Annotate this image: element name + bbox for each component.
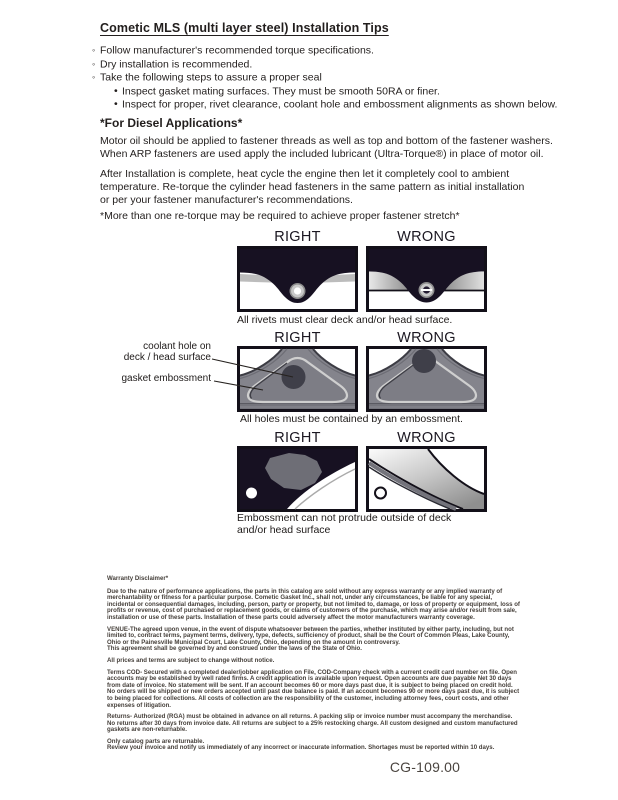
list-item xyxy=(92,44,557,58)
agreement-line: This agreement shall be governed by and construed under the laws of the State of Ohio. xyxy=(107,645,362,653)
diagram-embossment-wrong-image xyxy=(366,446,487,512)
list-item-text: Dry installation is recommended. xyxy=(100,58,253,70)
diagram2-right-label: RIGHT xyxy=(274,330,321,346)
diagram-holes-wrong-image xyxy=(366,346,487,412)
holes-caption: All holes must be contained by an embossment. xyxy=(240,413,463,425)
gasket-embossment-callout: gasket embossment xyxy=(121,373,211,384)
coolant-hole-shape xyxy=(282,365,306,389)
diagram3-wrong-label: WRONG xyxy=(397,430,456,446)
bullet-icon: • xyxy=(114,84,118,97)
list-item-text: Take the following steps to assure a proper seal xyxy=(100,71,322,84)
diagram-embossment-right-image xyxy=(237,446,358,512)
installation-tips-list xyxy=(92,44,557,112)
bullet-icon: • xyxy=(114,98,118,110)
page-title: Cometic MLS (multi layer steel) Installation Tips xyxy=(100,21,389,35)
diagram1-right-label: RIGHT xyxy=(274,229,321,245)
warranty-disclaimer-title: Warranty Disclaimer* xyxy=(107,575,169,582)
caption-line: and/or head surface xyxy=(237,523,331,536)
diesel-paragraph-1 xyxy=(100,135,553,161)
page-number: CG-109.00 xyxy=(389,759,461,775)
diagram3-right-label: RIGHT xyxy=(274,430,321,446)
diesel-section-heading: *For Diesel Applications* xyxy=(100,116,243,130)
list-item-text: Follow manufacturer's recommended torque specifications. xyxy=(100,44,374,57)
diagram1-wrong-label: WRONG xyxy=(397,229,456,245)
list-item xyxy=(92,58,557,72)
bolt-hole-shape xyxy=(375,488,386,499)
returns-paragraph: Returns- Authorized (RGA) must be obtained in advance on all returns. A packing slip or invoice number must accompany the merchandise. No returns after 30 days from invoice date. All returns are subject to a 25% restocking charge. All custom designed and custom manufactured gaskets are non-returnable. xyxy=(107,713,518,734)
rivet-caption: All rivets must clear deck and/or head surface. xyxy=(237,314,453,326)
diesel-paragraph-2 xyxy=(100,168,524,207)
list-item xyxy=(92,98,557,112)
diagram-rivet-wrong-image xyxy=(366,246,487,312)
callout-line: coolant hole on xyxy=(143,341,211,352)
review-invoice-line: Review your invoice and notify us immediately of any incorrect or inaccurate information. Shortages must be reported within 10 days. xyxy=(107,744,495,752)
only-catalog-line: Only catalog parts are returnable. xyxy=(107,737,205,745)
list-item xyxy=(92,71,557,85)
callout-line: deck / head surface xyxy=(123,351,211,363)
fine-print-section xyxy=(107,576,521,752)
paragraph-line: After Installation is complete, heat cycle the engine then let it completely cool to ambient xyxy=(100,168,510,180)
embossment-caption xyxy=(237,513,497,536)
bullet-icon: ◦ xyxy=(92,58,96,69)
coolant-hole-shape xyxy=(412,349,436,373)
list-item-text: Inspect for proper, rivet clearance, coolant hole and embossment alignments as shown below. xyxy=(122,98,558,111)
retorque-note: *More than one re-torque may be required to achieve proper fastener stretch* xyxy=(100,210,460,222)
diagram-rivet-right-image xyxy=(237,246,358,312)
coolant-hole-callout xyxy=(80,342,211,363)
venue-paragraph: VENUE-The agreed upon venue, in the event of dispute whatsoever between the parties, whether instituted by either party, including, but not limited to, contract terms, payment terms, delivery, type, defects, sufficiency of product, shall be the Court of Common Pleas, Lake County, Ohio or the Painesville Municipal Court, Lake County, Ohio, depending on the amount in controversy. xyxy=(107,625,514,646)
paragraph-line: Motor oil should be applied to fastener threads as well as top and bottom of the fastener washers. xyxy=(100,135,553,147)
list-item xyxy=(92,85,557,99)
list-item-text: Inspect gasket mating surfaces. They must be smooth 50RA or finer. xyxy=(122,85,440,97)
terms-cod-paragraph: Terms COD- Secured with a completed dealer/jobber application on File, COD-Company check with a current credit card number on file. Open accounts may be established by well rated firms. A credit application is available upon request. Open accounts are due payable Net 30 days from date of invoice. No statement will be sent. If an account becomes 60 or more days past due, it is subject to being placed on credit hold. No orders will be shipped or new orders accepted until past due balance is paid. If an account becomes 90 or more days past due, it is subject to being placed for collections. All costs of collection are the responsibility of the customer, including attorney fees, court costs, and other expenses of litigation. xyxy=(107,668,520,709)
paragraph-line: or per your fastener manufacturer's recommendations. xyxy=(100,194,353,206)
bullet-icon: ◦ xyxy=(92,72,96,82)
warranty-body-paragraph: Due to the nature of performance applications, the parts in this catalog are sold without any express warranty or any implied warranty of merchantability or fitness for a particular purpose. Cometic Gasket Inc., shall not, under any circumstances, be liable for any special, incidental or consequential damages, including, person, party or property, but not limited to, damage, or loss of property or equipment, loss of profits or revenue, cost of purchased or replacement goods, or claims of customers of the purchase, which may arise and/or result from sale, installation or use of these parts. Installation of these parts could adversely affect the motor manufacturers warranty coverage. xyxy=(107,587,520,621)
prices-line: All prices and terms are subject to change without notice. xyxy=(107,656,275,664)
diagram-holes-right-image xyxy=(237,346,358,412)
paragraph-line: When ARP fasteners are used apply the included lubricant (Ultra-Torque®) in place of motor oil. xyxy=(100,148,544,160)
diagram2-wrong-label: WRONG xyxy=(397,330,456,346)
bolt-hole-shape xyxy=(246,488,257,499)
bullet-icon: ◦ xyxy=(92,45,96,55)
paragraph-line: temperature. Re-torque the cylinder head fasteners in the same pattern as initial installation xyxy=(100,181,525,193)
caption-line: Embossment can not protrude outside of deck xyxy=(237,512,452,524)
